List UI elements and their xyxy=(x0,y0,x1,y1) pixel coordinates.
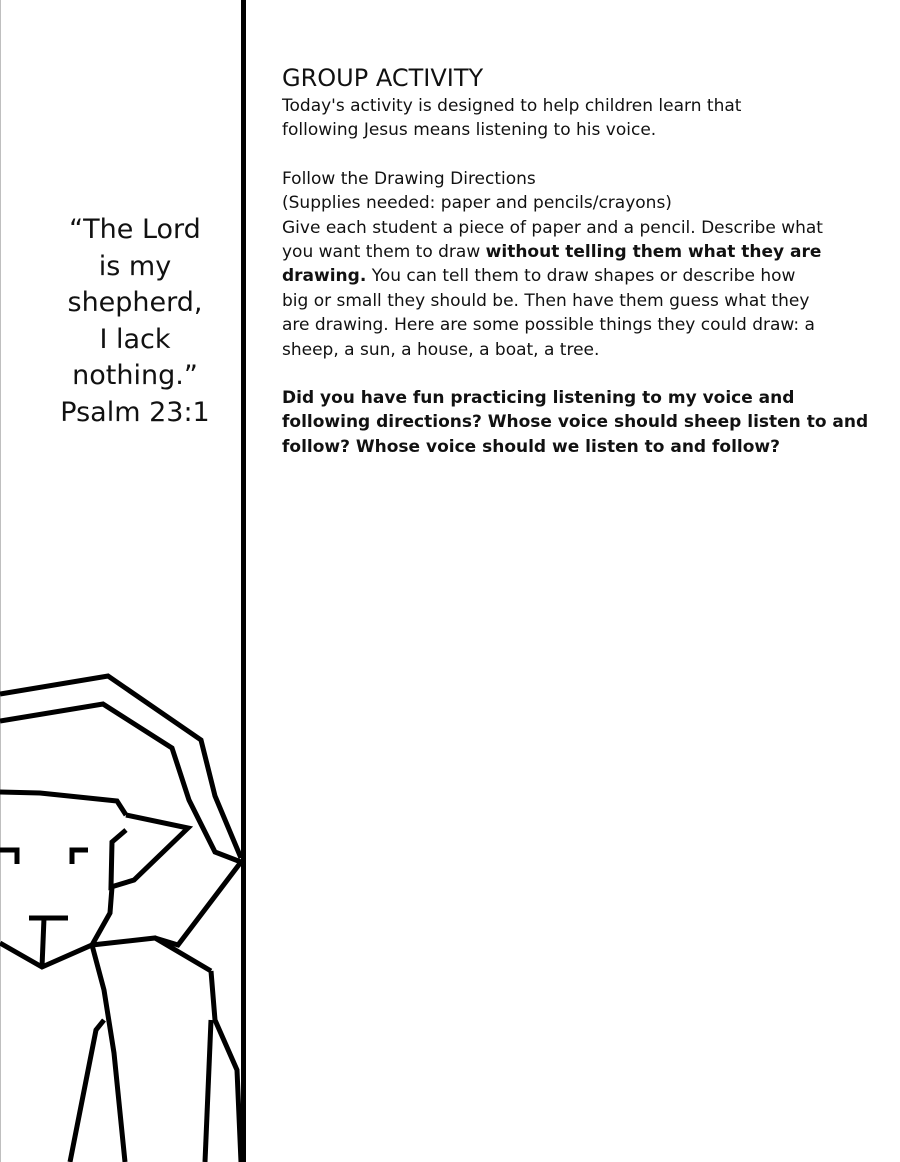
question-line: follow? Whose voice should we listen to and follow? xyxy=(282,436,780,457)
verse-reference: Psalm 23:1 xyxy=(60,396,210,428)
supplies-line: (Supplies needed: paper and pencils/crayons) xyxy=(282,193,672,214)
instruction-text: you want them to draw xyxy=(282,242,486,263)
verse-line: is my xyxy=(98,250,172,282)
instruction-text: You can tell them to draw shapes or describe how xyxy=(366,266,796,287)
question-line: Did you have fun practicing listening to my voice and xyxy=(282,388,795,409)
instruction-emphasis: drawing. xyxy=(282,266,367,287)
page-title: GROUP ACTIVITY xyxy=(282,64,484,92)
sheep-icon xyxy=(0,660,245,1162)
question-line: following directions? Whose voice should sheep listen to and xyxy=(282,412,869,433)
verse-line: I lack xyxy=(99,323,171,355)
instruction-line xyxy=(282,240,872,264)
spacer xyxy=(282,143,872,167)
instruction-emphasis: without telling them what they are xyxy=(485,242,822,263)
instruction-line: big or small they should be. Then have them guess what they xyxy=(282,290,810,311)
instruction-line: Give each student a piece of paper and a pencil. Describe what xyxy=(282,217,823,238)
verse-line: shepherd, xyxy=(67,287,203,318)
verse-line: nothing.” xyxy=(72,360,198,391)
intro-line: Today's activity is designed to help children learn that xyxy=(282,96,742,116)
verse-line: “The Lord xyxy=(69,214,201,245)
section-heading: Follow the Drawing Directions xyxy=(282,168,536,189)
instruction-line: sheep, a sun, a house, a boat, a tree. xyxy=(282,339,600,360)
spacer xyxy=(282,362,872,386)
instruction-line xyxy=(282,264,872,288)
scripture-verse xyxy=(30,212,240,431)
instruction-line: are drawing. Here are some possible things they could draw: a xyxy=(282,315,815,336)
intro-line: following Jesus means listening to his voice. xyxy=(282,120,657,141)
activity-content xyxy=(282,62,872,459)
